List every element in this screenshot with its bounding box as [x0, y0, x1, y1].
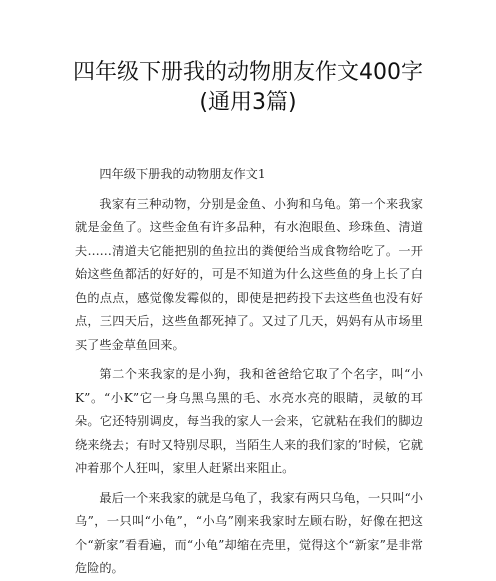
document-title: 四年级下册我的动物朋友作文400字(通用3篇)	[73, 60, 423, 115]
paragraph-goldfish: 我家有三种动物，分别是金鱼、小狗和乌龟。第一个来我家就是金鱼了。这些金鱼有许多品种，有水泡眼鱼、珍珠鱼、清道夫……清道夫它能把别的鱼拉出的粪便给当成食物给吃了。一开始这些鱼都活的好好的，可是不知道为什么这些鱼的身上长了白色的点点，感觉像发霉似的，即使是把药投下去这些鱼也没有好点，三四天后，这些鱼都死掉了。又过了几天，妈妈有从市场里买了些金草鱼回来。	[75, 196, 423, 352]
paragraph-puppy: 第二个来我家的是小狗，我和爸爸给它取了个名字，叫“小K”。“小K”它一身乌黑乌黑的毛、水亮水亮的眼睛，灵敏的耳朵。它还特别调皮，每当我的家人一会来，它就粘在我们的脚边绕来绕去；有时又特别尽职，当陌生人来的我们家的’时候，它就冲着那个人狂叫，家里人赶紧出来阻止。	[75, 367, 423, 475]
document-body	[75, 163, 423, 581]
article-heading: 四年级下册我的动物朋友作文1	[99, 167, 266, 181]
paragraph-turtle: 最后一个来我家的就是乌龟了，我家有两只乌龟，一只叫“小乌”，一只叫“小龟”，“小乌”刚来我家时左顾右盼，好像在把这个“新家”看看遍，而“小龟”却缩在壳里，觉得这个“新家”是非常危险的。	[75, 490, 423, 575]
